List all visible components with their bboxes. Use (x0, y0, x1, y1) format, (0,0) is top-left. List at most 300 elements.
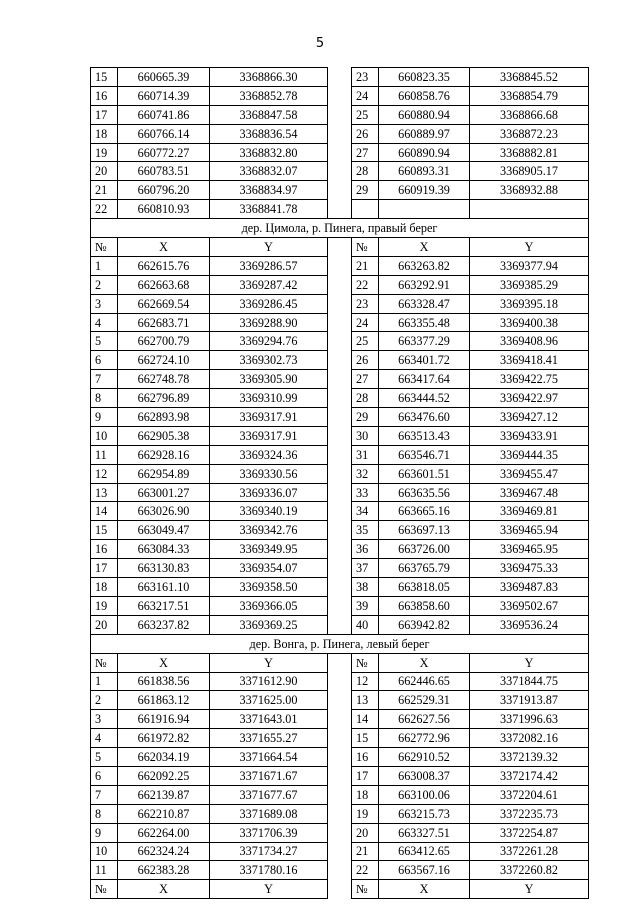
table-row (91, 124, 589, 143)
y-header: Y (470, 653, 589, 672)
y-coordinate: 3371664.54 (210, 748, 328, 767)
point-number: 12 (91, 464, 118, 483)
x-coordinate: 662683.71 (118, 313, 210, 332)
point-number: 13 (91, 483, 118, 502)
table-row (91, 729, 589, 748)
point-number: 25 (352, 105, 379, 124)
x-coordinate: 660823.35 (379, 68, 470, 87)
y-coordinate: 3369455.47 (470, 464, 589, 483)
x-coordinate: 662928.16 (118, 445, 210, 464)
x-coordinate: 663161.10 (118, 578, 210, 597)
column-separator (328, 389, 352, 408)
point-number: 27 (352, 370, 379, 389)
x-coordinate: 660766.14 (118, 124, 210, 143)
point-number: 16 (91, 540, 118, 559)
y-coordinate: 3369305.90 (210, 370, 328, 389)
y-coordinate: 3369288.90 (210, 313, 328, 332)
x-coordinate: 663726.00 (379, 540, 470, 559)
point-number: 22 (91, 200, 118, 219)
num-header: № (352, 880, 379, 899)
x-coordinate: 663765.79 (379, 559, 470, 578)
x-coordinate: 661972.82 (118, 729, 210, 748)
point-number: 24 (352, 313, 379, 332)
column-separator (328, 804, 352, 823)
y-coordinate: 3368866.68 (470, 105, 589, 124)
point-number: 17 (352, 766, 379, 785)
x-coordinate: 663567.16 (379, 861, 470, 880)
y-coordinate: 3369336.07 (210, 483, 328, 502)
x-coordinate: 662529.31 (379, 691, 470, 710)
num-header: № (91, 238, 118, 257)
column-separator (328, 294, 352, 313)
y-coordinate: 3369342.76 (210, 521, 328, 540)
point-number: 21 (352, 256, 379, 275)
column-separator (328, 181, 352, 200)
x-coordinate: 663217.51 (118, 596, 210, 615)
x-coordinate: 663444.52 (379, 389, 470, 408)
x-coordinate: 663417.64 (379, 370, 470, 389)
y-coordinate: 3371844.75 (470, 672, 589, 691)
num-header: № (91, 653, 118, 672)
table-row (91, 181, 589, 200)
x-coordinate: 663401.72 (379, 351, 470, 370)
table-row (91, 596, 589, 615)
y-coordinate: 3368834.97 (210, 181, 328, 200)
x-coordinate: 662383.28 (118, 861, 210, 880)
point-number: 26 (352, 351, 379, 370)
column-separator (328, 275, 352, 294)
column-separator (328, 861, 352, 880)
x-coordinate: 660796.20 (118, 181, 210, 200)
y-coordinate: 3368847.58 (210, 105, 328, 124)
section-title-row (91, 634, 589, 653)
column-separator (328, 445, 352, 464)
point-number: 6 (91, 766, 118, 785)
point-number: 19 (91, 596, 118, 615)
y-coordinate: 3369427.12 (470, 408, 589, 427)
y-coordinate: 3371612.90 (210, 672, 328, 691)
column-separator (328, 105, 352, 124)
point-number: 18 (91, 124, 118, 143)
y-coordinate: 3372174.42 (470, 766, 589, 785)
point-number: 37 (352, 559, 379, 578)
point-number: 8 (91, 804, 118, 823)
x-coordinate: 662954.89 (118, 464, 210, 483)
x-coordinate: 660783.51 (118, 162, 210, 181)
column-separator (328, 521, 352, 540)
table-row (91, 332, 589, 351)
x-coordinate: 662446.65 (379, 672, 470, 691)
y-coordinate: 3372261.28 (470, 842, 589, 861)
point-number: 20 (91, 162, 118, 181)
table-row (91, 294, 589, 313)
x-coordinate: 663665.16 (379, 502, 470, 521)
x-coordinate: 662324.24 (118, 842, 210, 861)
y-coordinate: 3368841.78 (210, 200, 328, 219)
point-number: 35 (352, 521, 379, 540)
x-coordinate: 661863.12 (118, 691, 210, 710)
y-coordinate: 3372254.87 (470, 823, 589, 842)
x-coordinate: 662139.87 (118, 785, 210, 804)
y-coordinate: 3368832.80 (210, 143, 328, 162)
point-number: 15 (91, 68, 118, 87)
x-coordinate: 662910.52 (379, 748, 470, 767)
x-coordinate: 662796.89 (118, 389, 210, 408)
y-coordinate: 3368832.07 (210, 162, 328, 181)
num-header: № (91, 880, 118, 899)
y-coordinate: 3369366.05 (210, 596, 328, 615)
table-row (91, 313, 589, 332)
y-coordinate: 3368852.78 (210, 86, 328, 105)
x-coordinate: 663008.37 (379, 766, 470, 785)
y-header: Y (210, 880, 328, 899)
y-coordinate: 3369433.91 (470, 426, 589, 445)
y-coordinate: 3369317.91 (210, 426, 328, 445)
y-coordinate: 3372082.16 (470, 729, 589, 748)
y-coordinate: 3371689.08 (210, 804, 328, 823)
y-coordinate: 3371996.63 (470, 710, 589, 729)
y-coordinate: 3369287.42 (210, 275, 328, 294)
y-coordinate: 3371643.01 (210, 710, 328, 729)
y-coordinate: 3371734.27 (210, 842, 328, 861)
x-coordinate: 661838.56 (118, 672, 210, 691)
column-separator (328, 370, 352, 389)
point-number: 4 (91, 729, 118, 748)
point-number: 20 (91, 615, 118, 634)
x-coordinate: 662663.68 (118, 275, 210, 294)
column-separator (328, 823, 352, 842)
table-row (91, 256, 589, 275)
column-separator (328, 540, 352, 559)
x-coordinate: 663001.27 (118, 483, 210, 502)
point-number: 5 (91, 332, 118, 351)
point-number: 12 (352, 672, 379, 691)
empty-cell (379, 200, 470, 219)
column-separator (328, 578, 352, 597)
x-coordinate: 662905.38 (118, 426, 210, 445)
table-row (91, 823, 589, 842)
point-number: 17 (91, 105, 118, 124)
table-row (91, 785, 589, 804)
point-number: 6 (91, 351, 118, 370)
point-number: 7 (91, 785, 118, 804)
y-header: Y (210, 653, 328, 672)
point-number: 5 (91, 748, 118, 767)
y-coordinate: 3368872.23 (470, 124, 589, 143)
column-separator (328, 143, 352, 162)
y-coordinate: 3369469.81 (470, 502, 589, 521)
x-coordinate: 662748.78 (118, 370, 210, 389)
y-coordinate: 3371913.87 (470, 691, 589, 710)
x-coordinate: 663355.48 (379, 313, 470, 332)
table-row (91, 464, 589, 483)
y-coordinate: 3369358.50 (210, 578, 328, 597)
point-number: 3 (91, 710, 118, 729)
x-coordinate: 663263.82 (379, 256, 470, 275)
point-number: 38 (352, 578, 379, 597)
column-separator (328, 880, 352, 899)
table-row (91, 766, 589, 785)
y-coordinate: 3369349.95 (210, 540, 328, 559)
x-coordinate: 663049.47 (118, 521, 210, 540)
table-row (91, 389, 589, 408)
y-coordinate: 3368882.81 (470, 143, 589, 162)
x-coordinate: 663377.29 (379, 332, 470, 351)
header-row (91, 653, 589, 672)
x-coordinate: 663546.71 (379, 445, 470, 464)
point-number: 17 (91, 559, 118, 578)
x-coordinate: 662210.87 (118, 804, 210, 823)
table-row (91, 408, 589, 427)
x-coordinate: 662724.10 (118, 351, 210, 370)
point-number: 7 (91, 370, 118, 389)
x-coordinate: 661916.94 (118, 710, 210, 729)
x-coordinate: 660919.39 (379, 181, 470, 200)
y-coordinate: 3371625.00 (210, 691, 328, 710)
y-header: Y (470, 238, 589, 257)
point-number: 3 (91, 294, 118, 313)
y-header: Y (470, 880, 589, 899)
y-coordinate: 3369465.95 (470, 540, 589, 559)
x-coordinate: 663601.51 (379, 464, 470, 483)
column-separator (328, 124, 352, 143)
x-coordinate: 660890.94 (379, 143, 470, 162)
table-row (91, 672, 589, 691)
y-coordinate: 3369354.07 (210, 559, 328, 578)
column-separator (328, 351, 352, 370)
point-number: 30 (352, 426, 379, 445)
x-coordinate: 663858.60 (379, 596, 470, 615)
x-coordinate: 663635.56 (379, 483, 470, 502)
point-number: 10 (91, 426, 118, 445)
point-number: 9 (91, 408, 118, 427)
point-number: 22 (352, 275, 379, 294)
y-coordinate: 3369302.73 (210, 351, 328, 370)
table-row (91, 842, 589, 861)
x-coordinate: 662034.19 (118, 748, 210, 767)
y-coordinate: 3371677.67 (210, 785, 328, 804)
column-separator (328, 653, 352, 672)
point-number: 9 (91, 823, 118, 842)
x-coordinate: 660741.86 (118, 105, 210, 124)
y-coordinate: 3369385.29 (470, 275, 589, 294)
column-separator (328, 86, 352, 105)
y-coordinate: 3368836.54 (210, 124, 328, 143)
point-number: 2 (91, 691, 118, 710)
point-number: 11 (91, 861, 118, 880)
point-number: 11 (91, 445, 118, 464)
header-row (91, 880, 589, 899)
x-coordinate: 663328.47 (379, 294, 470, 313)
column-separator (328, 710, 352, 729)
point-number: 39 (352, 596, 379, 615)
y-coordinate: 3369475.33 (470, 559, 589, 578)
x-coordinate: 660810.93 (118, 200, 210, 219)
x-coordinate: 662627.56 (379, 710, 470, 729)
y-coordinate: 3369422.97 (470, 389, 589, 408)
x-coordinate: 662092.25 (118, 766, 210, 785)
column-separator (328, 464, 352, 483)
point-number: 10 (91, 842, 118, 861)
table-row (91, 748, 589, 767)
y-coordinate: 3369408.96 (470, 332, 589, 351)
x-header: X (118, 880, 210, 899)
point-number: 1 (91, 256, 118, 275)
x-coordinate: 660893.31 (379, 162, 470, 181)
point-number: 2 (91, 275, 118, 294)
y-coordinate: 3369467.48 (470, 483, 589, 502)
y-coordinate: 3369324.36 (210, 445, 328, 464)
y-coordinate: 3371706.39 (210, 823, 328, 842)
point-number: 26 (352, 124, 379, 143)
column-separator (328, 483, 352, 502)
point-number: 25 (352, 332, 379, 351)
x-header: X (118, 653, 210, 672)
table-row (91, 275, 589, 294)
point-number: 32 (352, 464, 379, 483)
point-number: 21 (91, 181, 118, 200)
y-coordinate: 3372139.32 (470, 748, 589, 767)
section-title: дер. Цимола, р. Пинега, правый берег (91, 219, 589, 238)
table-row (91, 143, 589, 162)
point-number: 15 (91, 521, 118, 540)
column-separator (328, 672, 352, 691)
x-coordinate: 663084.33 (118, 540, 210, 559)
x-header: X (379, 653, 470, 672)
point-number: 16 (352, 748, 379, 767)
point-number: 28 (352, 162, 379, 181)
table-row (91, 559, 589, 578)
point-number: 29 (352, 181, 379, 200)
table-row (91, 578, 589, 597)
x-coordinate: 663697.13 (379, 521, 470, 540)
x-coordinate: 663026.90 (118, 502, 210, 521)
column-separator (328, 256, 352, 275)
table-row (91, 445, 589, 464)
x-header: X (379, 238, 470, 257)
y-coordinate: 3369502.67 (470, 596, 589, 615)
y-header: Y (210, 238, 328, 257)
table-row (91, 710, 589, 729)
header-row (91, 238, 589, 257)
x-coordinate: 660714.39 (118, 86, 210, 105)
x-coordinate: 663237.82 (118, 615, 210, 634)
point-number: 1 (91, 672, 118, 691)
point-number: 4 (91, 313, 118, 332)
x-coordinate: 663215.73 (379, 804, 470, 823)
empty-cell (352, 200, 379, 219)
point-number: 16 (91, 86, 118, 105)
x-coordinate: 660772.27 (118, 143, 210, 162)
x-coordinate: 662893.98 (118, 408, 210, 427)
point-number: 24 (352, 86, 379, 105)
point-number: 36 (352, 540, 379, 559)
x-coordinate: 660880.94 (379, 105, 470, 124)
column-separator (328, 615, 352, 634)
column-separator (328, 162, 352, 181)
y-coordinate: 3369340.19 (210, 502, 328, 521)
column-separator (328, 313, 352, 332)
column-separator (328, 238, 352, 257)
point-number: 33 (352, 483, 379, 502)
x-header: X (379, 880, 470, 899)
y-coordinate: 3369286.57 (210, 256, 328, 275)
table-row (91, 105, 589, 124)
table-row (91, 804, 589, 823)
table-row (91, 200, 589, 219)
x-coordinate: 663130.83 (118, 559, 210, 578)
column-separator (328, 596, 352, 615)
y-coordinate: 3368854.79 (470, 86, 589, 105)
point-number: 28 (352, 389, 379, 408)
x-coordinate: 660665.39 (118, 68, 210, 87)
point-number: 18 (91, 578, 118, 597)
table-row (91, 615, 589, 634)
column-separator (328, 766, 352, 785)
column-separator (328, 332, 352, 351)
y-coordinate: 3369395.18 (470, 294, 589, 313)
x-coordinate: 662669.54 (118, 294, 210, 313)
x-coordinate: 662615.76 (118, 256, 210, 275)
table-row (91, 521, 589, 540)
table-row (91, 861, 589, 880)
num-header: № (352, 653, 379, 672)
num-header: № (352, 238, 379, 257)
y-coordinate: 3369310.99 (210, 389, 328, 408)
x-coordinate: 663412.65 (379, 842, 470, 861)
y-coordinate: 3369422.75 (470, 370, 589, 389)
y-coordinate: 3369294.76 (210, 332, 328, 351)
column-separator (328, 426, 352, 445)
y-coordinate: 3369444.35 (470, 445, 589, 464)
table-row (91, 86, 589, 105)
column-separator (328, 785, 352, 804)
point-number: 14 (91, 502, 118, 521)
x-coordinate: 663513.43 (379, 426, 470, 445)
column-separator (328, 200, 352, 219)
x-coordinate: 660889.97 (379, 124, 470, 143)
point-number: 22 (352, 861, 379, 880)
x-coordinate: 662264.00 (118, 823, 210, 842)
y-coordinate: 3371780.16 (210, 861, 328, 880)
y-coordinate: 3368845.52 (470, 68, 589, 87)
point-number: 29 (352, 408, 379, 427)
table-row (91, 426, 589, 445)
y-coordinate: 3371671.67 (210, 766, 328, 785)
point-number: 23 (352, 68, 379, 87)
y-coordinate: 3369536.24 (470, 615, 589, 634)
table-row (91, 162, 589, 181)
x-coordinate: 663942.82 (379, 615, 470, 634)
y-coordinate: 3369377.94 (470, 256, 589, 275)
column-separator (328, 502, 352, 521)
point-number: 40 (352, 615, 379, 634)
x-coordinate: 663818.05 (379, 578, 470, 597)
y-coordinate: 3368866.30 (210, 68, 328, 87)
y-coordinate: 3371655.27 (210, 729, 328, 748)
x-header: X (118, 238, 210, 257)
empty-cell (470, 200, 589, 219)
point-number: 13 (352, 691, 379, 710)
y-coordinate: 3369418.41 (470, 351, 589, 370)
table-row (91, 351, 589, 370)
x-coordinate: 663327.51 (379, 823, 470, 842)
table-row (91, 483, 589, 502)
column-separator (328, 408, 352, 427)
y-coordinate: 3369400.38 (470, 313, 589, 332)
table-row (91, 68, 589, 87)
y-coordinate: 3369317.91 (210, 408, 328, 427)
